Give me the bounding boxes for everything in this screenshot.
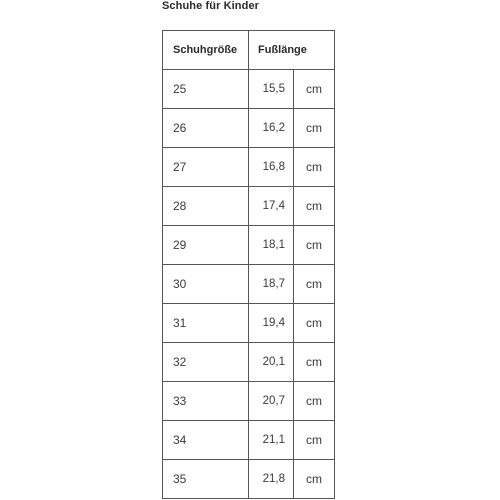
unit-cell: cm <box>294 265 335 304</box>
table-row <box>163 226 335 265</box>
table-row <box>163 109 335 148</box>
unit-cell: cm <box>294 226 335 265</box>
unit-cell: cm <box>294 187 335 226</box>
unit-cell: cm <box>294 460 335 499</box>
table-row <box>163 148 335 187</box>
unit-cell: cm <box>294 148 335 187</box>
table-row <box>163 382 335 421</box>
unit-cell: cm <box>294 421 335 460</box>
length-cell: 18,7 <box>249 265 294 304</box>
unit-cell: cm <box>294 343 335 382</box>
size-cell: 28 <box>163 187 249 226</box>
size-cell: 26 <box>163 109 249 148</box>
unit-cell: cm <box>294 70 335 109</box>
unit-cell: cm <box>294 304 335 343</box>
table-row <box>163 70 335 109</box>
size-table <box>162 30 335 499</box>
length-cell: 20,7 <box>249 382 294 421</box>
size-cell: 31 <box>163 304 249 343</box>
header-foot-length: Fußlänge <box>249 31 335 70</box>
length-cell: 16,2 <box>249 109 294 148</box>
unit-cell: cm <box>294 109 335 148</box>
length-cell: 19,4 <box>249 304 294 343</box>
length-cell: 21,1 <box>249 421 294 460</box>
length-cell: 16,8 <box>249 148 294 187</box>
table-row <box>163 343 335 382</box>
size-cell: 29 <box>163 226 249 265</box>
table-row <box>163 421 335 460</box>
table-header-row <box>163 31 335 70</box>
size-cell: 33 <box>163 382 249 421</box>
table-row <box>163 265 335 304</box>
size-cell: 25 <box>163 70 249 109</box>
size-cell: 35 <box>163 460 249 499</box>
unit-cell: cm <box>294 382 335 421</box>
table-row <box>163 187 335 226</box>
length-cell: 15,5 <box>249 70 294 109</box>
length-cell: 21,8 <box>249 460 294 499</box>
length-cell: 17,4 <box>249 187 294 226</box>
size-cell: 30 <box>163 265 249 304</box>
table-row <box>163 304 335 343</box>
length-cell: 20,1 <box>249 343 294 382</box>
page-title: Schuhe für Kinder <box>162 0 260 12</box>
size-cell: 34 <box>163 421 249 460</box>
length-cell: 18,1 <box>249 226 294 265</box>
header-shoe-size: Schuhgröße <box>163 31 249 70</box>
size-cell: 32 <box>163 343 249 382</box>
size-cell: 27 <box>163 148 249 187</box>
table-row <box>163 460 335 499</box>
